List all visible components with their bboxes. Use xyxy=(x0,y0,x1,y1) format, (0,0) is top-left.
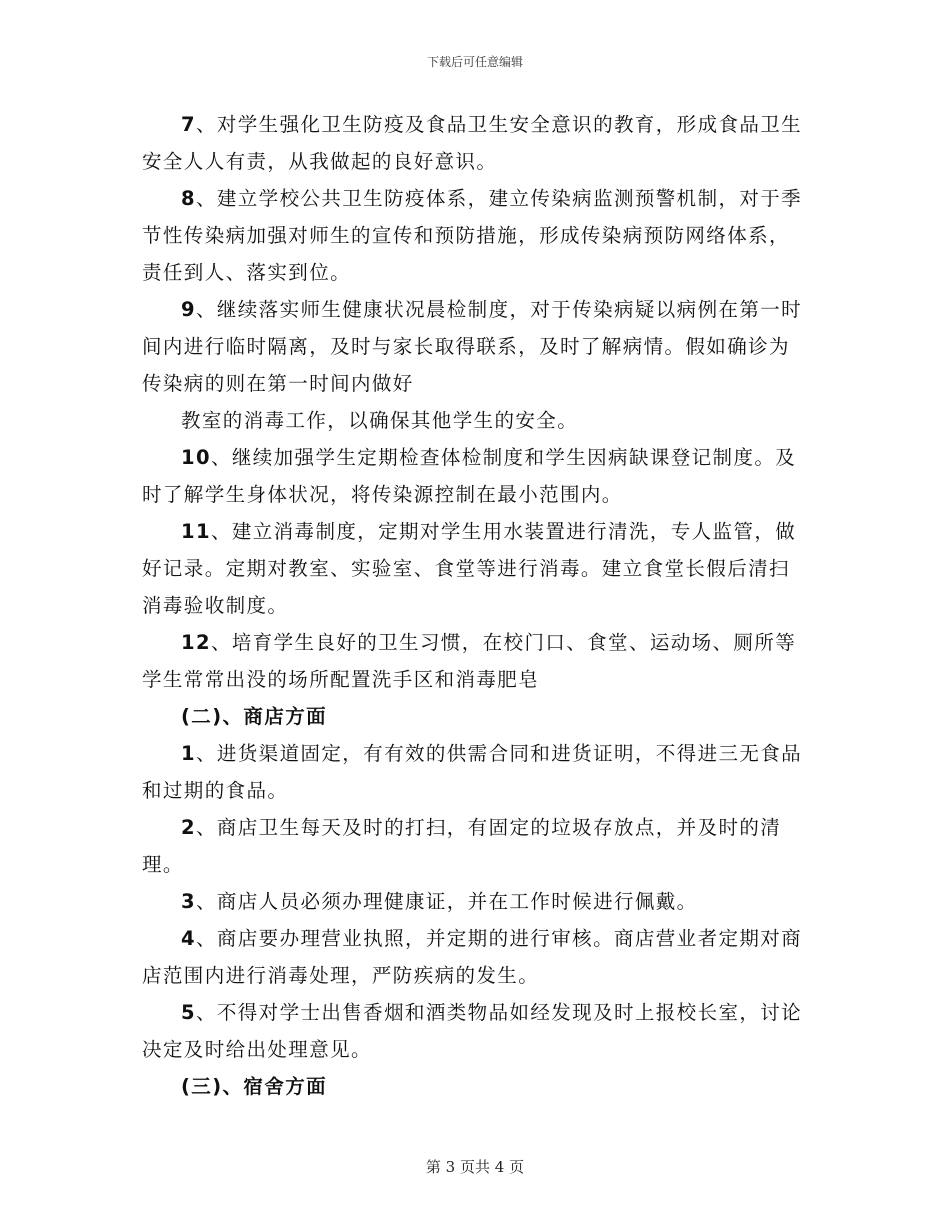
paragraph-text: 、继续加强学生定期检查体检制度和学生因病缺课登记制度。及时了解学生身体状况，将传染源控制在最小范围内。 xyxy=(142,446,797,506)
item-number: 5 xyxy=(181,1001,196,1024)
paragraph-7 xyxy=(142,106,810,180)
store-item-4 xyxy=(142,920,810,994)
item-number: 1 xyxy=(181,742,196,765)
paragraph-text: 、进货渠道固定，有有效的供需合同和进货证明，不得进三无食品和过期的食品。 xyxy=(142,742,803,802)
store-item-3 xyxy=(142,883,810,920)
item-number: 9 xyxy=(181,298,196,321)
item-number: 11 xyxy=(181,520,211,543)
paragraph-text: 、不得对学士出售香烟和酒类物品如经发现及时上报校长室，讨论决定及时给出处理意见。 xyxy=(142,1001,803,1061)
section-heading-dormitory: (三)、宿舍方面 xyxy=(181,1075,328,1098)
paragraph-text: 、商店要办理营业执照，并定期的进行审核。商店营业者定期对商店范围内进行消毒处理，严防疾病的发生。 xyxy=(142,927,803,987)
page-footer: 第 3 页共 4 页 xyxy=(425,1158,525,1176)
document-body xyxy=(142,106,810,1105)
paragraph-text: 、继续落实师生健康状况晨检制度，对于传染病疑以病例在第一时间内进行临时隔离，及时与家长取得联系，及时了解病情。假如确诊为传染病的则在第一时间内做好 xyxy=(142,298,803,395)
item-number: 8 xyxy=(181,187,196,210)
paragraph-text: 教室的消毒工作，以确保其他学生的安全。 xyxy=(181,409,579,432)
store-item-5 xyxy=(142,994,810,1068)
paragraph-text: 、商店卫生每天及时的打扫，有固定的垃圾存放点，并及时的清理。 xyxy=(142,816,782,876)
item-number: 2 xyxy=(181,816,196,839)
paragraph-9-continued xyxy=(142,402,810,439)
store-item-2 xyxy=(142,809,810,883)
paragraph-12 xyxy=(142,624,810,698)
item-number: 3 xyxy=(181,890,196,913)
paragraph-11 xyxy=(142,513,810,624)
store-item-1 xyxy=(142,735,810,809)
item-number: 12 xyxy=(181,631,211,654)
paragraph-text: 、建立消毒制度，定期对学生用水装置进行清洗，专人监管，做好记录。定期对教室、实验室、食堂等进行消毒。建立食堂长假后清扫消毒验收制度。 xyxy=(142,520,797,617)
item-number: 4 xyxy=(181,927,196,950)
paragraph-text: 、商店人员必须办理健康证，并在工作时候进行佩戴。 xyxy=(195,890,698,913)
paragraph-10 xyxy=(142,439,810,513)
section-heading-store: (二)、商店方面 xyxy=(181,705,328,728)
paragraph-text: 、对学生强化卫生防疫及食品卫生安全意识的教育，形成食品卫生安全人人有责，从我做起的良好意识。 xyxy=(142,113,803,173)
item-number: 7 xyxy=(181,113,196,136)
item-number: 10 xyxy=(181,446,211,469)
paragraph-9 xyxy=(142,291,810,402)
paragraph-text: 、培育学生良好的卫生习惯，在校门口、食堂、运动场、厕所等学生常常出没的场所配置洗手区和消毒肥皂 xyxy=(142,631,797,691)
paragraph-8 xyxy=(142,180,810,291)
paragraph-text: 、建立学校公共卫生防疫体系，建立传染病监测预警机制，对于季节性传染病加强对师生的宣传和预防措施，形成传染病预防网络体系，责任到人、落实到位。 xyxy=(142,187,803,284)
page-header: 下载后可任意编辑 xyxy=(426,55,523,69)
